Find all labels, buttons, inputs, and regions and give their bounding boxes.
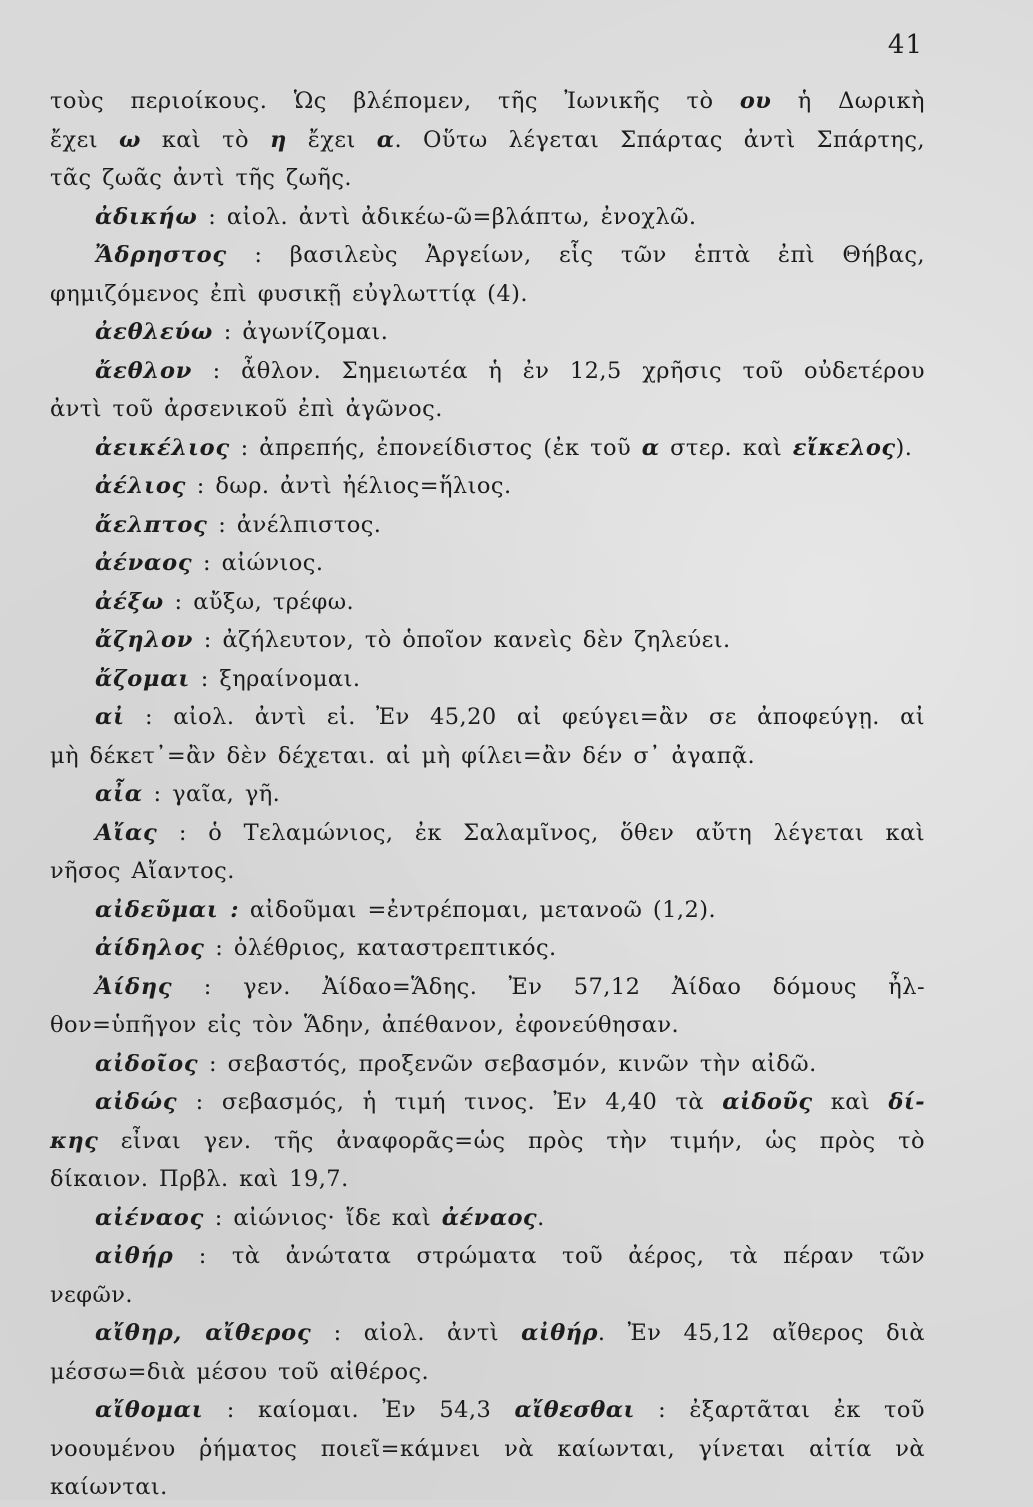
emphasis-text: κης	[50, 1127, 99, 1154]
entry-line	[50, 1199, 925, 1238]
body-text: δίκαιον. Πρβλ. καὶ 19,7.	[50, 1166, 349, 1192]
body-text: μὴ δέκετ᾽=ἂν δὲν δέχεται. αἰ μὴ φίλει=ἂν δέν σ᾽ ἀγαπᾷ.	[50, 742, 756, 769]
body-text: : γαῖα, γῆ.	[142, 781, 281, 807]
body-text: στερ. καὶ	[659, 434, 793, 461]
body-text: . Ἐν 45,12 αἴθερος διὰ	[597, 1320, 925, 1346]
entry-headword: Αἴας	[95, 819, 158, 846]
text-line	[50, 1122, 925, 1161]
body-text: ἔχει	[50, 126, 119, 153]
entry-headword: αἰδοῖος	[95, 1050, 199, 1077]
entry-line	[50, 1391, 925, 1430]
body-text: θον=ὑπῆγον εἰς τὸν Ἅδην, ἀπέθανον, ἐφονεύθησαν.	[50, 1012, 680, 1038]
emphasis-text: αἰδοῦς	[722, 1089, 813, 1115]
page-number: 41	[887, 30, 923, 60]
body-text: : ξηραίνομαι.	[190, 665, 361, 692]
entry-line	[50, 968, 925, 1007]
body-text: : αἰώνιος· ἴδε καὶ	[204, 1204, 442, 1231]
text-line	[50, 737, 925, 776]
entry-headword: ἀδικήω	[95, 203, 198, 230]
entry-line	[50, 352, 925, 391]
entry-line	[50, 929, 925, 968]
body-text: .	[537, 1204, 545, 1231]
body-text: εἶναι γεν. τῆς ἀναφορᾶς=ὡς πρὸς τὴν τιμήν, ὡς πρὸς τὸ	[98, 1127, 925, 1154]
body-text: : καίομαι. Ἐν 54,3	[203, 1397, 515, 1423]
body-text: : αἰολ. ἀντὶ ἀδικέω-ῶ=βλάπτω, ἐνοχλῶ.	[197, 203, 697, 230]
entry-line	[50, 1314, 925, 1353]
text-line	[50, 1006, 925, 1045]
entry-line	[50, 506, 925, 545]
text-line	[50, 1353, 925, 1392]
body-text: : γεν. Ἀίδαο=Ἅδης. Ἐν 57,12 Ἀίδαο δόμους ἦλ-	[172, 973, 925, 1000]
entry-line	[50, 198, 925, 237]
body-text: : ἀπρεπής, ἐπονείδιστος (ἐκ τοῦ	[230, 434, 642, 461]
entry-headword: ἄζομαι	[95, 665, 191, 692]
text-line	[50, 1430, 925, 1469]
body-text: ἡ Δωρικὴ	[771, 88, 925, 114]
text-line	[50, 82, 925, 121]
text-line	[50, 1276, 925, 1315]
body-text: καίωνται.	[50, 1474, 168, 1500]
entry-line	[50, 1237, 925, 1276]
entry-headword: αἶα	[95, 781, 143, 807]
emphasis-text: ω	[118, 126, 141, 153]
entry-headword: ἄζηλον	[95, 627, 194, 653]
entry-line	[50, 544, 925, 583]
emphasis-text: δί-	[888, 1089, 925, 1115]
entry-line	[50, 583, 925, 622]
emphasis-text: α	[376, 126, 395, 153]
text-line	[50, 275, 925, 314]
entry-headword: ἄεθλον	[95, 357, 193, 384]
body-text: : ἀνέλπιστος.	[207, 511, 382, 538]
entry-headword: ἀέξω	[95, 588, 164, 615]
body-text: : σεβασμός, ἡ τιμή τινος. Ἐν 4,40 τὰ	[177, 1089, 723, 1115]
text-line	[50, 159, 925, 198]
entry-headword: ἀεικέλιος	[95, 434, 230, 461]
entry-headword: Ἀίδης	[95, 973, 173, 1000]
body-text: : ἐξαρτᾶται ἐκ τοῦ	[634, 1397, 925, 1423]
emphasis-text: αἴθεσθαι	[514, 1397, 635, 1423]
body-text: νοουμένου ῥήματος ποιεῖ=κάμνει νὰ καίωνται, γίνεται αἰτία νὰ	[50, 1435, 925, 1462]
text-line	[50, 1160, 925, 1199]
entry-line	[50, 313, 925, 352]
text-line	[50, 121, 925, 160]
body-text: : σεβαστός, προξενῶν σεβασμόν, κινῶν τὴν αἰδῶ.	[198, 1050, 817, 1077]
body-text: : τὰ ἀνώτατα στρώματα τοῦ ἀέρος, τὰ πέραν τῶν	[173, 1243, 925, 1269]
text-line	[50, 852, 925, 891]
entry-line	[50, 814, 925, 853]
body-text: : αἰώνιος.	[192, 550, 324, 576]
body-text: νεφῶν.	[50, 1281, 133, 1308]
body-text: αἰδοῦμαι =ἐντρέπομαι, μετανοῶ (1,2).	[239, 896, 717, 923]
entry-headword: ἀίδηλος	[95, 935, 205, 961]
body-text: καὶ τὸ	[140, 126, 270, 153]
entry-headword: αἰθήρ	[95, 1243, 174, 1269]
entry-headword: αἰδώς	[95, 1089, 178, 1115]
body-text: : ἆθλον. Σημειωτέα ἡ ἐν 12,5 χρῆσις τοῦ οὐδετέρου	[192, 357, 925, 384]
dictionary-text	[50, 82, 925, 1507]
body-text: μέσσω=διὰ μέσου τοῦ αἰθέρος.	[50, 1358, 430, 1385]
body-text: : βασιλεὺς Ἀργείων, εἷς τῶν ἑπτὰ ἐπὶ Θήβας,	[226, 242, 925, 268]
entry-headword: αἴθηρ, αἴθερος	[95, 1320, 312, 1346]
body-text: : ἀζήλευτον, τὸ ὁποῖον κανεὶς δὲν ζηλεύει.	[193, 627, 731, 653]
body-text: : αἰολ. ἀντὶ	[311, 1320, 522, 1346]
entry-line	[50, 891, 925, 930]
body-text: : αἰολ. ἀντὶ εἰ. Ἐν 45,20 αἰ φεύγει=ἂν σε ἀποφεύγῃ. αἰ	[124, 704, 925, 730]
entry-headword: αἰέναος	[95, 1204, 205, 1231]
body-text: : δωρ. ἀντὶ ἠέλιος=ἥλιος.	[186, 473, 512, 499]
entry-headword: αἰ	[95, 704, 125, 730]
emphasis-text: α	[641, 434, 660, 461]
body-text: ἔχει	[286, 126, 377, 153]
emphasis-text: ου	[739, 88, 772, 114]
entry-line	[50, 698, 925, 737]
body-text: φημιζόμενος ἐπὶ φυσικῇ εὐγλωττίᾳ (4).	[50, 280, 528, 307]
entry-headword: Ἄδρηστος	[95, 242, 227, 268]
text-line	[50, 1468, 925, 1507]
text-line	[50, 390, 925, 429]
entry-line	[50, 467, 925, 506]
body-text: : ὀλέθριος, καταστρεπτικός.	[204, 935, 557, 961]
entry-line	[50, 236, 925, 275]
body-text: ).	[895, 434, 913, 461]
body-text: : ἀγωνίζομαι.	[213, 319, 389, 345]
entry-headword: αἴθομαι	[95, 1397, 204, 1423]
body-text: νῆσος Αἴαντος.	[50, 858, 235, 884]
entry-headword: ἀέναος	[95, 550, 193, 576]
emphasis-text: ἀέναος	[441, 1204, 538, 1231]
emphasis-text: η	[269, 126, 287, 153]
entry-line	[50, 1045, 925, 1084]
entry-line	[50, 660, 925, 699]
body-text: καὶ	[812, 1089, 889, 1115]
body-text: . Οὕτω λέγεται Σπάρτας ἀντὶ Σπάρτης,	[394, 126, 925, 153]
body-text: ἀντὶ τοῦ ἀρσενικοῦ ἐπὶ ἀγῶνος.	[50, 396, 443, 422]
entry-headword: ἀεθλεύω	[95, 319, 214, 345]
entry-line	[50, 1083, 925, 1122]
entry-headword: ἄελπτος	[95, 511, 208, 538]
entry-line	[50, 621, 925, 660]
entry-headword: αἰδεῦμαι :	[95, 896, 240, 923]
body-text: : αὔξω, τρέφω.	[163, 588, 355, 615]
body-text: : ὁ Τελαμώνιος, ἐκ Σαλαμῖνος, ὅθεν αὔτη λέγεται καὶ	[157, 819, 925, 846]
emphasis-text: εἴκελος	[792, 434, 896, 461]
entry-headword: ἀέλιος	[95, 473, 187, 499]
body-text: τοὺς περιοίκους. Ὡς βλέπομεν, τῆς Ἰωνικῆς τὸ	[50, 88, 740, 114]
body-text: τᾶς ζωᾶς ἀντὶ τῆς ζωῆς.	[50, 165, 352, 191]
emphasis-text: αἰθήρ	[521, 1320, 598, 1346]
entry-line	[50, 775, 925, 814]
entry-line	[50, 429, 925, 468]
